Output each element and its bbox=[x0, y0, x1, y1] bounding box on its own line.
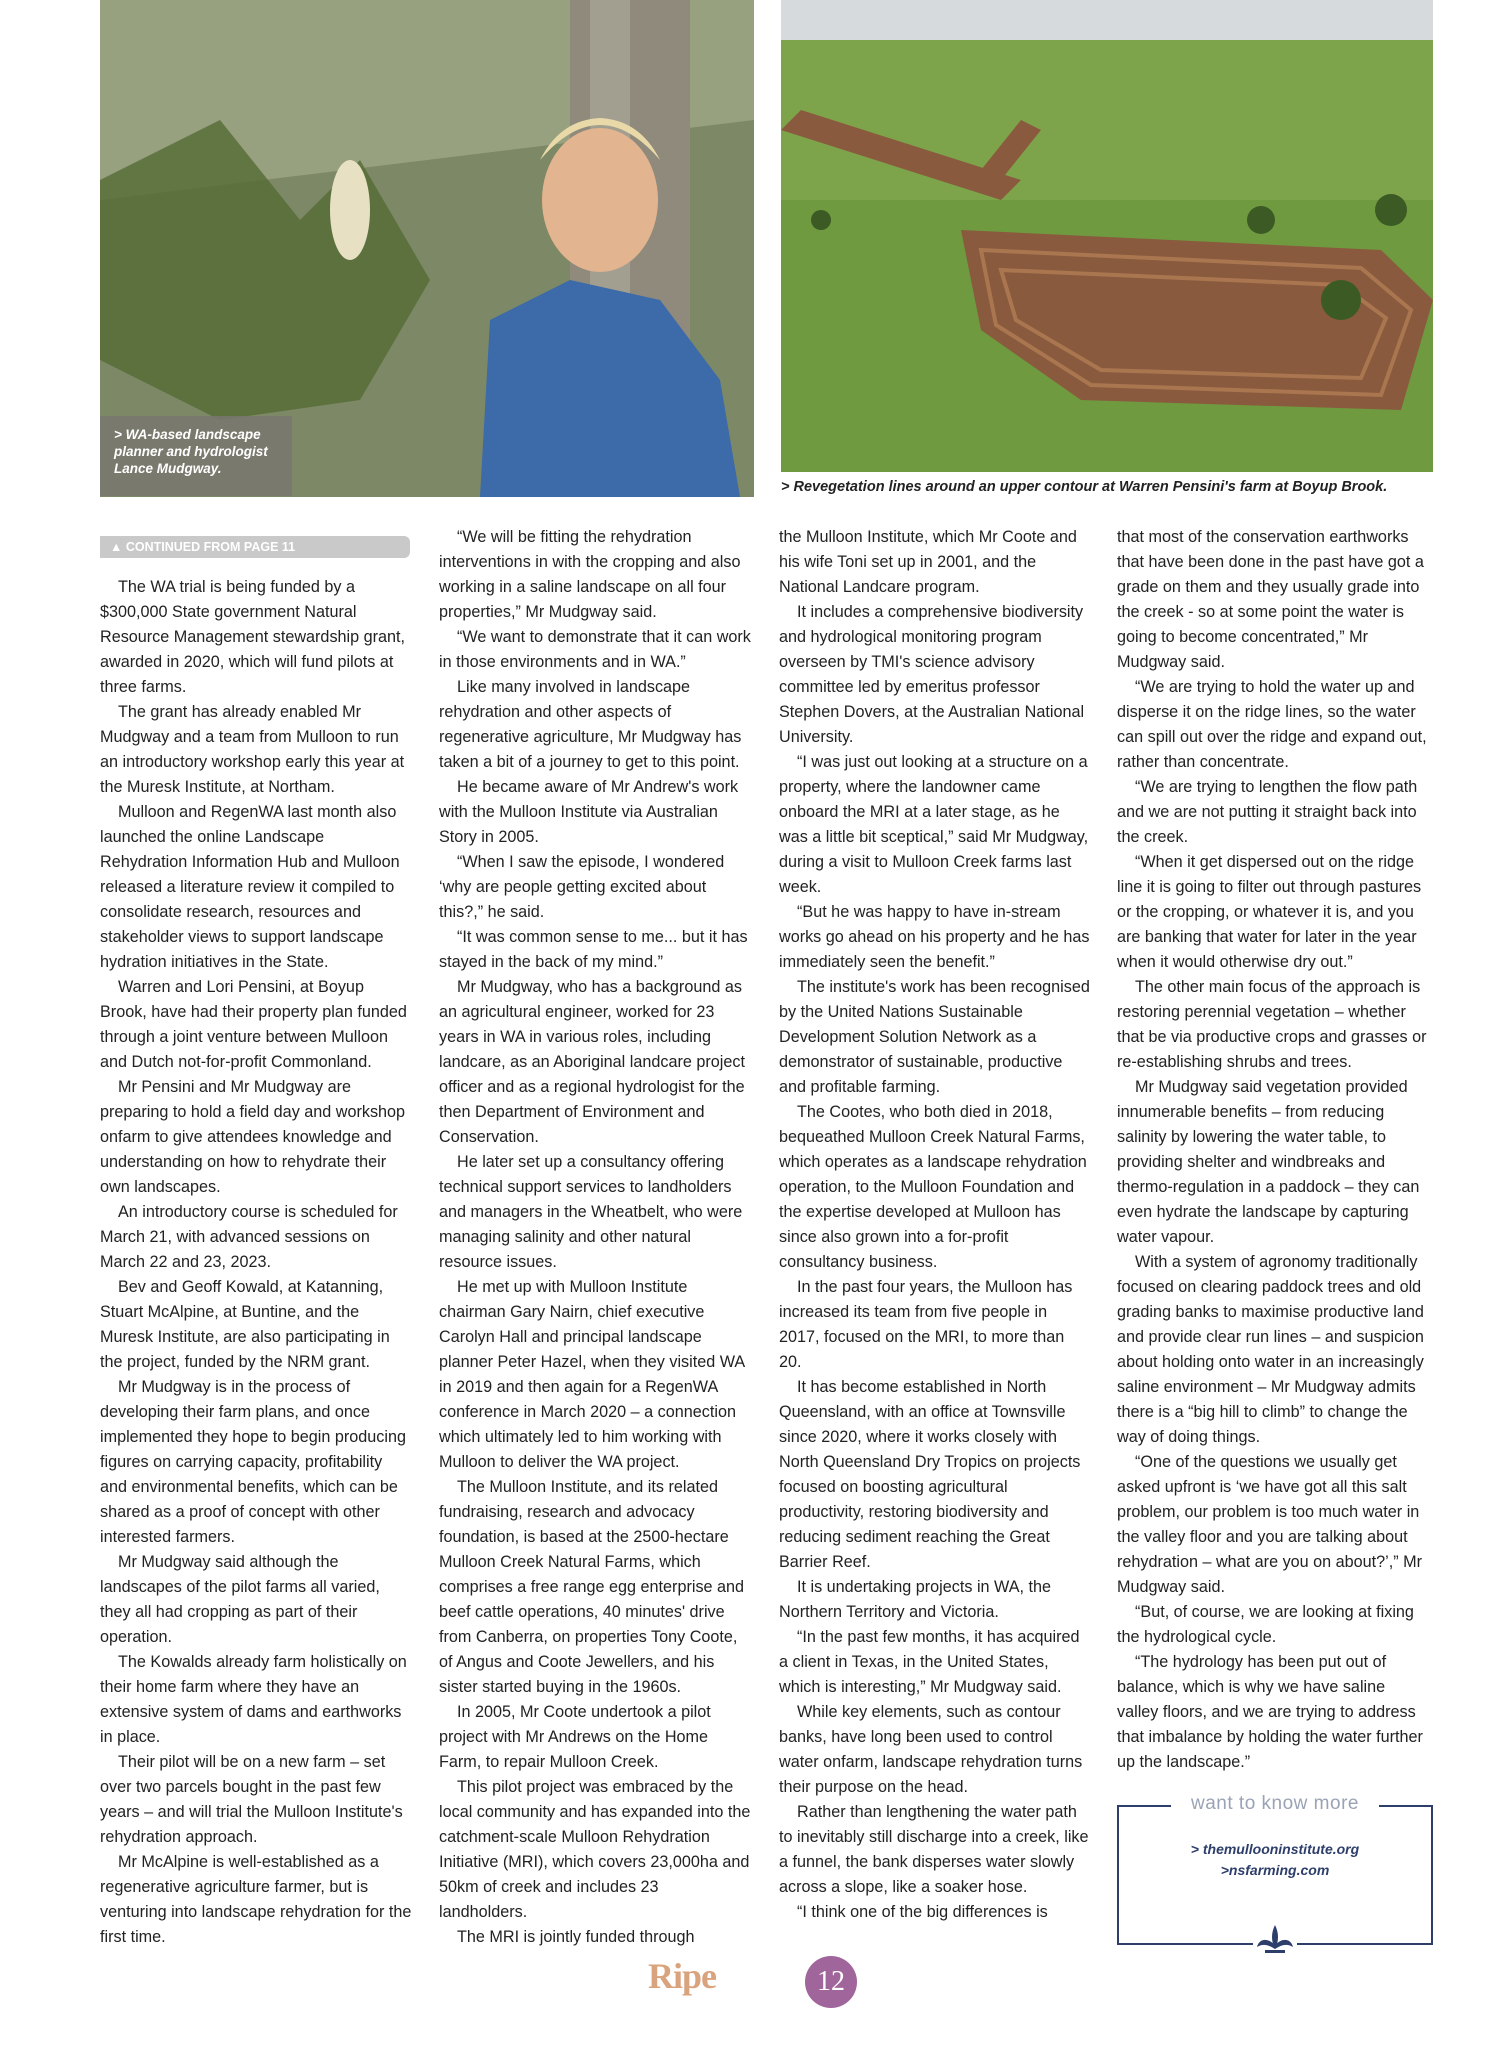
paragraph: Rather than lengthening the water path to inevitably still discharge into a creek, like a funnel, the bank disperses water slowly across a slope, like a soaker hose. bbox=[779, 1803, 1089, 1896]
continued-from-label bbox=[100, 536, 410, 558]
ripe-logo: Ripe bbox=[648, 1956, 716, 1996]
paragraph: While key elements, such as contour banks, have long been used to control water onfarm, landscape rehydration turns their purpose on the head. bbox=[779, 1703, 1083, 1796]
info-box-title: want to know more bbox=[1191, 1793, 1359, 1814]
paragraph: Mr Mudgway said vegetation provided innumerable benefits – from reducing salinity by lowering the water table, to providing shelter and windbreaks and thermo-regulation in a paddock – they can even hydrate the landscape by capturing water vapour. bbox=[1117, 1078, 1420, 1246]
paragraph: the Mulloon Institute, which Mr Coote and his wife Toni set up in 2001, and the National Landcare program. bbox=[779, 528, 1077, 596]
paragraph: It includes a comprehensive biodiversity and hydrological monitoring program overseen by TMI's science advisory committee led by emeritus professor Stephen Dovers, at the Australian National University. bbox=[779, 603, 1085, 746]
paragraph: “In the past few months, it has acquired a client in Texas, in the United States, which is interesting,” Mr Mudgway said. bbox=[779, 1628, 1080, 1696]
paragraph: “We want to demonstrate that it can work in those environments and in WA.” bbox=[439, 628, 751, 671]
article-column-3 bbox=[779, 525, 1091, 1925]
paragraph: “I think one of the big differences is bbox=[797, 1903, 1048, 1921]
paragraph: “One of the questions we usually get asked upfront is ‘we have got all this salt problem, our problem is too much water in the valley floor and you are talking about rehydration – what are you on about?’,” Mr Mudgway said. bbox=[1117, 1453, 1423, 1596]
paragraph: “I was just out looking at a structure on a property, where the landowner came onboard the MRI at a later stage, as he was a little bit sceptical,” said Mr Mudgway, during a visit to Mulloon Creek farms last week. bbox=[779, 753, 1089, 896]
paragraph: Mr Mudgway is in the process of developing their farm plans, and once implemented they hope to begin producing figures on carrying capacity, profitability and environmental benefits, which can be shared as a proof of concept with other interested farmers. bbox=[100, 1378, 406, 1546]
paragraph: “When I saw the episode, I wondered ‘why are people getting excited about this?,” he said. bbox=[439, 853, 725, 921]
paragraph: The grant has already enabled Mr Mudgway and a team from Mulloon to run an introductory workshop early this year at the Muresk Institute, at Northam. bbox=[100, 703, 405, 796]
paragraph: Mr Mudgway said although the landscapes of the pilot farms all varied, they all had cropping as part of their operation. bbox=[100, 1553, 380, 1646]
page-number-badge: 12 bbox=[805, 1956, 857, 2008]
paragraph: “But he was happy to have in-stream works go ahead on his property and he has immediately seen the benefit.” bbox=[779, 903, 1090, 971]
paragraph: It is undertaking projects in WA, the Northern Territory and Victoria. bbox=[779, 1578, 1052, 1621]
paragraph: He met up with Mulloon Institute chairman Gary Nairn, chief executive Carolyn Hall and principal landscape planner Peter Hazel, when they visited WA in 2019 and then again for a RegenWA conference in March 2020 – a connection which ultimately led to him working with Mulloon to deliver the WA project. bbox=[439, 1278, 745, 1471]
paragraph: “We will be fitting the rehydration interventions in with the cropping and also working in a saline landscape on all four properties,” Mr Mudgway said. bbox=[439, 528, 741, 621]
paragraph: The WA trial is being funded by a $300,000 State government Natural Resource Management stewardship grant, awarded in 2020, which will fund pilots at three farms. bbox=[100, 578, 406, 696]
paragraph: The other main focus of the approach is restoring perennial vegetation – whether that be via productive crops and grasses or re-establishing shrubs and trees. bbox=[1117, 978, 1427, 1071]
paragraph: The Kowalds already farm holistically on their home farm where they have an extensive system of dams and earthworks in place. bbox=[100, 1653, 407, 1746]
paragraph: In the past four years, the Mulloon has increased its team from five people in 2017, focused on the MRI, to more than 20. bbox=[779, 1278, 1073, 1371]
paragraph: “The hydrology has been put out of balance, which is why we have saline valley floors, and we are trying to address that imbalance by holding the water further up the landscape.” bbox=[1117, 1653, 1423, 1771]
paragraph: Mr McAlpine is well-established as a regenerative agriculture farmer, but is venturing into landscape rehydration for the first time. bbox=[100, 1853, 412, 1946]
paragraph: In 2005, Mr Coote undertook a pilot project with Mr Andrews on the Home Farm, to repair Mulloon Creek. bbox=[439, 1703, 711, 1771]
link-nsfarming[interactable]: >nsfarming.com bbox=[1220, 1862, 1330, 1878]
photo-revegetation-lines bbox=[781, 0, 1433, 472]
paragraph: It has become established in North Queensland, with an office at Townsville since 2020, where it works closely with North Queensland Dry Tropics on projects focused on boosting agricultural productivity, restoring biodiversity and reducing sediment reaching the Great Barrier Reef. bbox=[779, 1378, 1081, 1571]
article-column-1 bbox=[100, 575, 412, 1950]
photo-right-illustration bbox=[781, 0, 1433, 472]
paragraph: The MRI is jointly funded through bbox=[457, 1928, 695, 1946]
paragraph: Mulloon and RegenWA last month also launched the online Landscape Rehydration Information Hub and Mulloon released a literature review it compiled to consolidate research, resources and stakeholder views to support landscape hydration initiatives in the State. bbox=[100, 803, 400, 971]
paragraph: “We are trying to hold the water up and disperse it on the ridge lines, so the water can spill out over the ridge and expand out, rather than concentrate. bbox=[1117, 678, 1427, 771]
paragraph: He became aware of Mr Andrew's work with the Mulloon Institute via Australian Story in 2005. bbox=[439, 778, 739, 846]
link-mulloon-institute[interactable]: > themullooninstitute.org bbox=[1190, 1841, 1360, 1857]
paragraph: He later set up a consultancy offering technical support services to landholders and managers in the Wheatbelt, who were managing salinity and other natural resource issues. bbox=[439, 1153, 743, 1271]
paragraph: The Cootes, who both died in 2018, bequeathed Mulloon Creek Natural Farms, which operates as a landscape rehydration operation, to the Mulloon Foundation and the expertise developed at Mulloon has since also grown into a for-profit consultancy business. bbox=[779, 1103, 1087, 1271]
paragraph: An introductory course is scheduled for March 21, with advanced sessions on March 22 and 23, 2023. bbox=[100, 1203, 398, 1271]
paragraph: Bev and Geoff Kowald, at Katanning, Stuart McAlpine, at Buntine, and the Muresk Institute, are also participating in the project, funded by the NRM grant. bbox=[100, 1278, 390, 1371]
paragraph: Warren and Lori Pensini, at Boyup Brook, have had their property plan funded through a joint venture between Mulloon and Dutch not-for-profit Commonland. bbox=[100, 978, 407, 1071]
paragraph: “When it get dispersed out on the ridge line it is going to filter out through pastures or the cropping, or whatever it is, and you are banking that water for later in the year when it would otherwise dry out.” bbox=[1117, 853, 1422, 971]
paragraph: The institute's work has been recognised by the United Nations Sustainable Development Solution Network as a demonstrator of sustainable, productive and profitable farming. bbox=[779, 978, 1090, 1096]
fleur-ornament-icon bbox=[1253, 1923, 1297, 1957]
paragraph: Their pilot will be on a new farm – set over two parcels bought in the past few years – and will trial the Mulloon Institute's rehydration approach. bbox=[100, 1753, 403, 1846]
paragraph: that most of the conservation earthworks that have been done in the past have got a grade on them and they usually grade into the creek - so at some point the water is going to become concentrated,” Mr Mudgway said. bbox=[1117, 528, 1424, 671]
article-column-2 bbox=[439, 525, 751, 1950]
info-box-links bbox=[1119, 1839, 1431, 1881]
article-column-4 bbox=[1117, 525, 1429, 1775]
paragraph: “But, of course, we are looking at fixing the hydrological cycle. bbox=[1117, 1603, 1414, 1646]
paragraph: The Mulloon Institute, and its related fundraising, research and advocacy foundation, is based at the 2500-hectare Mulloon Creek Natural Farms, which comprises a free range egg enterprise and beef cattle operations, 40 minutes' drive from Canberra, on properties Tony Coote, of Angus and Coote Jewellers, and his sister started buying in the 1960s. bbox=[439, 1478, 745, 1696]
paragraph: Mr Pensini and Mr Mudgway are preparing to hold a field day and workshop onfarm to give attendees knowledge and understanding on how to rehydrate their own landscapes. bbox=[100, 1078, 406, 1196]
triangle-up-icon: ▲ bbox=[110, 540, 123, 554]
want-to-know-more-box bbox=[1117, 1793, 1433, 1945]
paragraph: Like many involved in landscape rehydration and other aspects of regenerative agriculture, Mr Mudgway has taken a bit of a journey to get to this point. bbox=[439, 678, 742, 771]
left-photo-caption: > WA-based landscape planner and hydrologist Lance Mudgway. bbox=[100, 416, 292, 496]
paragraph: This pilot project was embraced by the local community and has expanded into the catchment-scale Mulloon Rehydration Initiative (MRI), which covers 23,000ha and 50km of creek and includes 23 landholders. bbox=[439, 1778, 751, 1921]
paragraph: “We are trying to lengthen the flow path and we are not putting it straight back into the creek. bbox=[1117, 778, 1418, 846]
paragraph: Mr Mudgway, who has a background as an agricultural engineer, worked for 23 years in WA in various roles, including landcare, as an Aboriginal landcare project officer and as a regional hydrologist for the then Department of Environment and Conservation. bbox=[439, 978, 745, 1146]
continued-label-text: CONTINUED FROM PAGE 11 bbox=[125, 540, 296, 554]
paragraph: “It was common sense to me... but it has stayed in the back of my mind.” bbox=[439, 928, 748, 971]
paragraph: With a system of agronomy traditionally focused on clearing paddock trees and old grading banks to maximise productive land and provide clear run lines – and suspicion about holding onto water in an increasingly saline environment – Mr Mudgway admits there is a “big hill to climb” to change the way of doing things. bbox=[1117, 1253, 1424, 1446]
right-photo-caption: > Revegetation lines around an upper contour at Warren Pensini's farm at Boyup Brook. bbox=[781, 479, 1388, 495]
